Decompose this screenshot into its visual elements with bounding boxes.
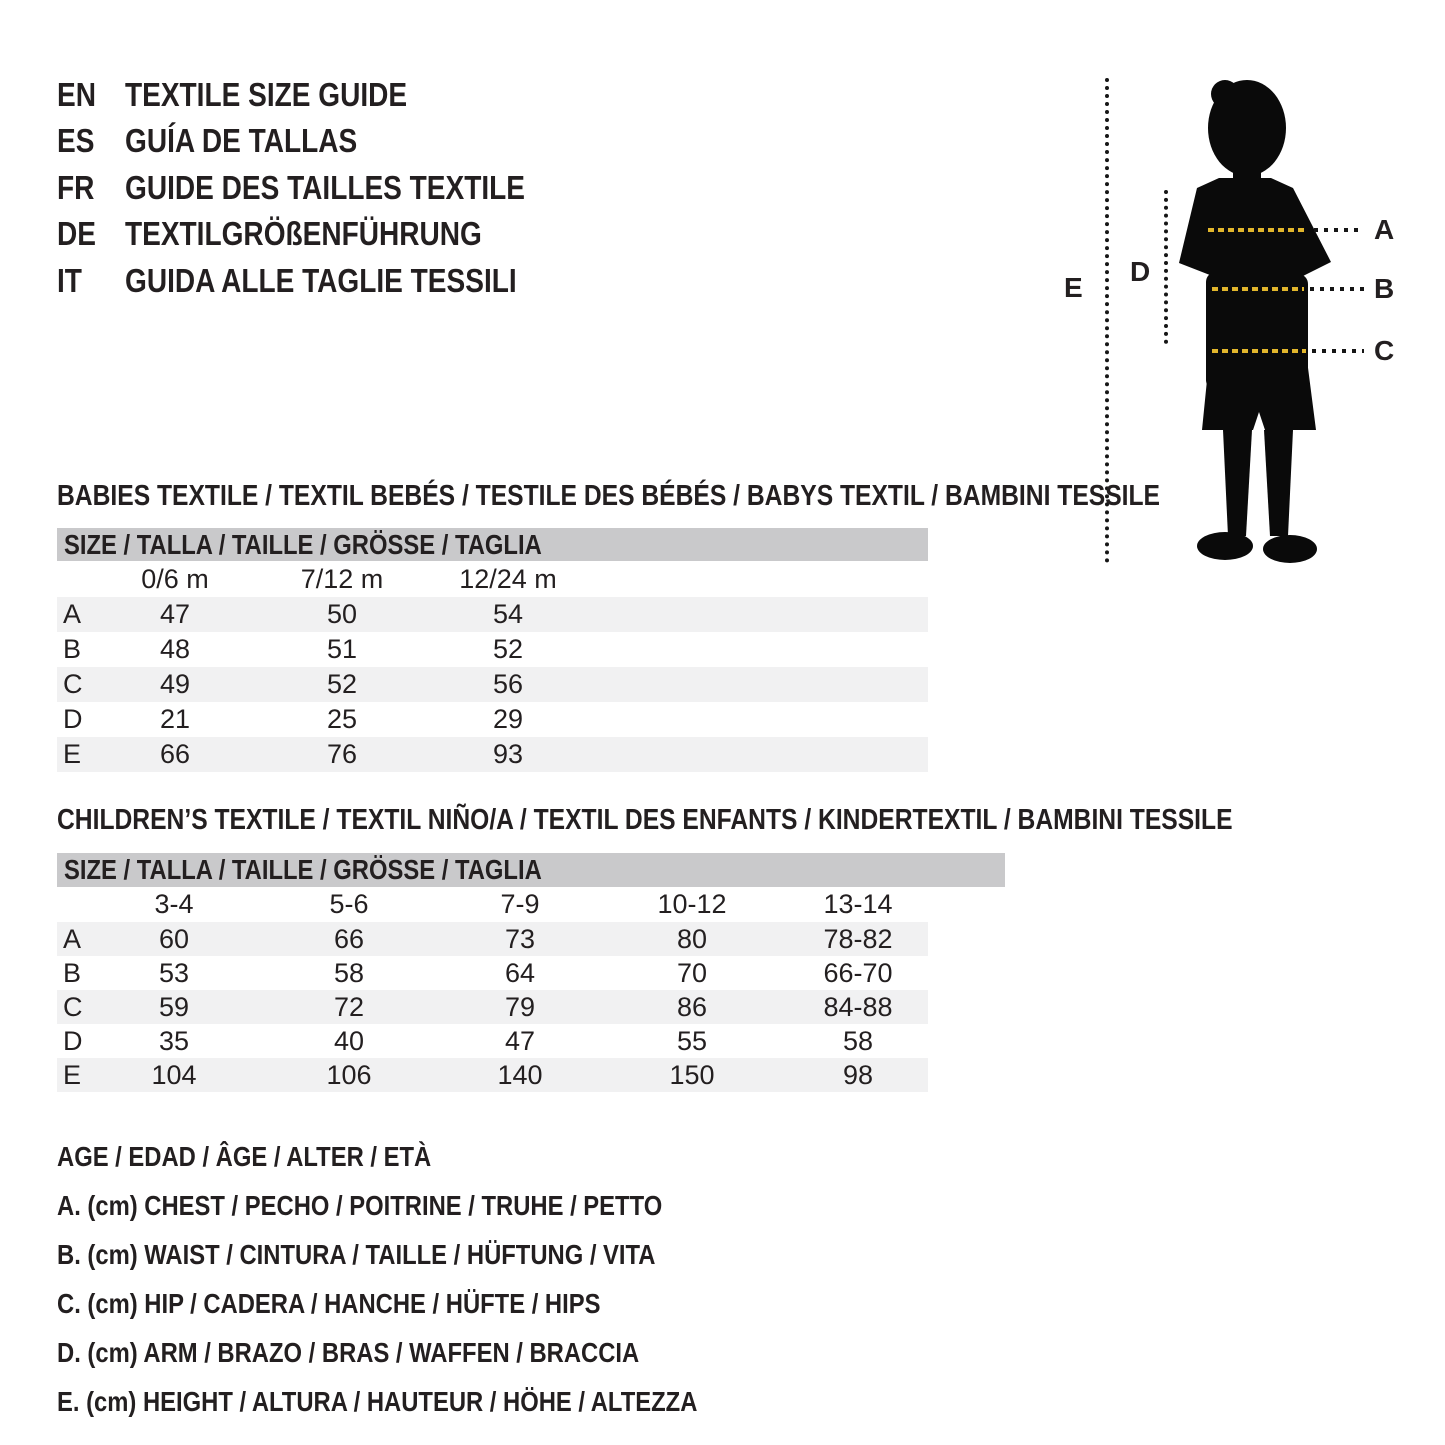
legend-height (57, 1387, 810, 1417)
language-code-en: EN (57, 76, 96, 113)
cell-value: 59 (158, 992, 190, 1022)
cell-value: 47 (504, 1026, 536, 1056)
cell-value: 55 (676, 1026, 708, 1056)
row-label-a: A (63, 924, 82, 954)
cell-value: 54 (492, 599, 524, 629)
cell-value: 48 (159, 634, 191, 664)
cell-value: 29 (492, 704, 524, 734)
cell-value: 56 (492, 669, 524, 699)
legend-waist (57, 1240, 761, 1270)
children-column-header-row (57, 887, 928, 922)
language-title-de: TEXTILGRÖßENFÜHRUNG (125, 215, 482, 252)
cell-value: 76 (326, 739, 358, 769)
children-size-header: SIZE / TALLA / TAILLE / GRÖSSE / TAGLIA (64, 854, 542, 885)
language-title-es: GUÍA DE TALLAS (125, 122, 358, 159)
babies-section-heading (57, 481, 1355, 511)
legend-arm-text: D. (cm) ARM / BRAZO / BRAS / WAFFEN / BRACCIA (57, 1337, 640, 1368)
cell-value: 49 (159, 669, 191, 699)
babies-column-header-row (57, 561, 928, 597)
children-col-3-4: 3-4 (154, 889, 194, 919)
cell-value: 35 (158, 1026, 190, 1056)
cell-value: 79 (504, 992, 536, 1022)
cell-value: 64 (504, 958, 536, 988)
babies-size-table (57, 528, 928, 772)
table-row (57, 956, 928, 990)
waist-dotted-line (1310, 287, 1364, 291)
legend-age (57, 1142, 497, 1172)
cell-value: 52 (326, 669, 358, 699)
language-title-it: GUIDA ALLE TAGLIE TESSILI (125, 262, 517, 299)
babies-table-header-bar (57, 528, 928, 561)
legend-height-text: E. (cm) HEIGHT / ALTURA / HAUTEUR / HÖHE / ALTEZZA (57, 1386, 698, 1417)
children-col-13-14: 13-14 (823, 889, 893, 919)
cell-value: 40 (333, 1026, 365, 1056)
cell-value: 150 (669, 1060, 715, 1090)
children-size-table (57, 853, 1005, 1092)
cell-value: 21 (159, 704, 191, 734)
hip-dotted-line (1312, 349, 1364, 353)
table-row (57, 1024, 928, 1058)
legend-chest-text: A. (cm) CHEST / PECHO / POITRINE / TRUHE / PETTO (57, 1190, 663, 1221)
table-row (57, 990, 928, 1024)
cell-value: 140 (497, 1060, 543, 1090)
cell-value: 47 (159, 599, 191, 629)
row-label-d: D (63, 704, 83, 734)
chest-dotted-line (1314, 228, 1364, 232)
cell-value: 66 (333, 924, 365, 954)
cell-value: 78-82 (823, 924, 893, 954)
row-label-e: E (63, 739, 82, 769)
cell-value: 98 (842, 1060, 874, 1090)
cell-value: 106 (326, 1060, 372, 1090)
cell-value: 66-70 (823, 958, 893, 988)
children-heading-text: CHILDREN’S TEXTILE / TEXTIL NIÑO/A / TEXTIL DES ENFANTS / KINDERTEXTIL / BAMBINI TESSILE (57, 804, 1233, 836)
cell-value: 80 (676, 924, 708, 954)
cell-value: 72 (333, 992, 365, 1022)
babies-heading-text: BABIES TEXTILE / TEXTIL BEBÉS / TESTILE DES BÉBÉS / BABYS TEXTIL / BAMBINI TESSILE (57, 480, 1161, 512)
cell-value: 52 (492, 634, 524, 664)
measure-label-e: E (1064, 272, 1083, 303)
legend-waist-text: B. (cm) WAIST / CINTURA / TAILLE / HÜFTUNG / VITA (57, 1239, 656, 1270)
cell-value: 51 (326, 634, 358, 664)
cell-value: 93 (492, 739, 524, 769)
measure-label-d: D (1130, 256, 1151, 287)
babies-col-7-12m: 7/12 m (300, 564, 384, 594)
cell-value: 25 (326, 704, 358, 734)
language-code-it: IT (57, 262, 82, 299)
language-title-fr: GUIDE DES TAILLES TEXTILE (125, 169, 526, 206)
legend-age-text: AGE / EDAD / ÂGE / ALTER / ETÀ (57, 1141, 432, 1172)
chest-dashed-line (1208, 228, 1308, 232)
table-row (57, 922, 928, 956)
cell-value: 60 (158, 924, 190, 954)
children-col-5-6: 5-6 (329, 889, 369, 919)
cell-value: 104 (151, 1060, 197, 1090)
measure-label-b: B (1374, 273, 1395, 304)
language-code-es: ES (57, 122, 95, 159)
measure-label-a: A (1374, 214, 1395, 245)
row-label-c: C (63, 992, 83, 1022)
row-label-b: B (63, 958, 82, 988)
language-code-de: DE (57, 215, 96, 252)
cell-value: 84-88 (823, 992, 893, 1022)
cell-value: 86 (676, 992, 708, 1022)
waist-dashed-line (1212, 287, 1304, 291)
children-col-7-9: 7-9 (500, 889, 540, 919)
language-title-en: TEXTILE SIZE GUIDE (125, 76, 408, 113)
cell-value: 50 (326, 599, 358, 629)
table-row (57, 667, 928, 702)
cell-value: 66 (159, 739, 191, 769)
cell-value: 73 (504, 924, 536, 954)
legend-chest (57, 1191, 769, 1221)
table-row (57, 737, 928, 772)
table-row (57, 597, 928, 632)
hip-dashed-line (1212, 349, 1306, 353)
legend-hip-text: C. (cm) HIP / CADERA / HANCHE / HÜFTE / HIPS (57, 1288, 601, 1319)
cell-value: 53 (158, 958, 190, 988)
cell-value: 58 (842, 1026, 874, 1056)
babies-size-header: SIZE / TALLA / TAILLE / GRÖSSE / TAGLIA (64, 529, 542, 560)
row-label-c: C (63, 669, 83, 699)
babies-col-12-24m: 12/24 m (459, 564, 557, 594)
row-label-d: D (63, 1026, 83, 1056)
measure-label-c: C (1374, 335, 1395, 366)
language-code-fr: FR (57, 169, 95, 206)
row-label-e: E (63, 1060, 82, 1090)
children-table-header-bar (57, 853, 1005, 887)
row-label-b: B (63, 634, 82, 664)
cell-value: 70 (676, 958, 708, 988)
cell-value: 58 (333, 958, 365, 988)
arm-measure-line-d (1164, 190, 1168, 344)
row-label-a: A (63, 599, 82, 629)
table-row (57, 632, 928, 667)
children-section-heading (57, 805, 1440, 835)
legend-hip (57, 1289, 696, 1319)
table-row (57, 1058, 928, 1092)
legend-arm (57, 1338, 742, 1368)
babies-col-0-6m: 0/6 m (141, 564, 209, 594)
children-col-10-12: 10-12 (657, 889, 727, 919)
table-row (57, 702, 928, 737)
